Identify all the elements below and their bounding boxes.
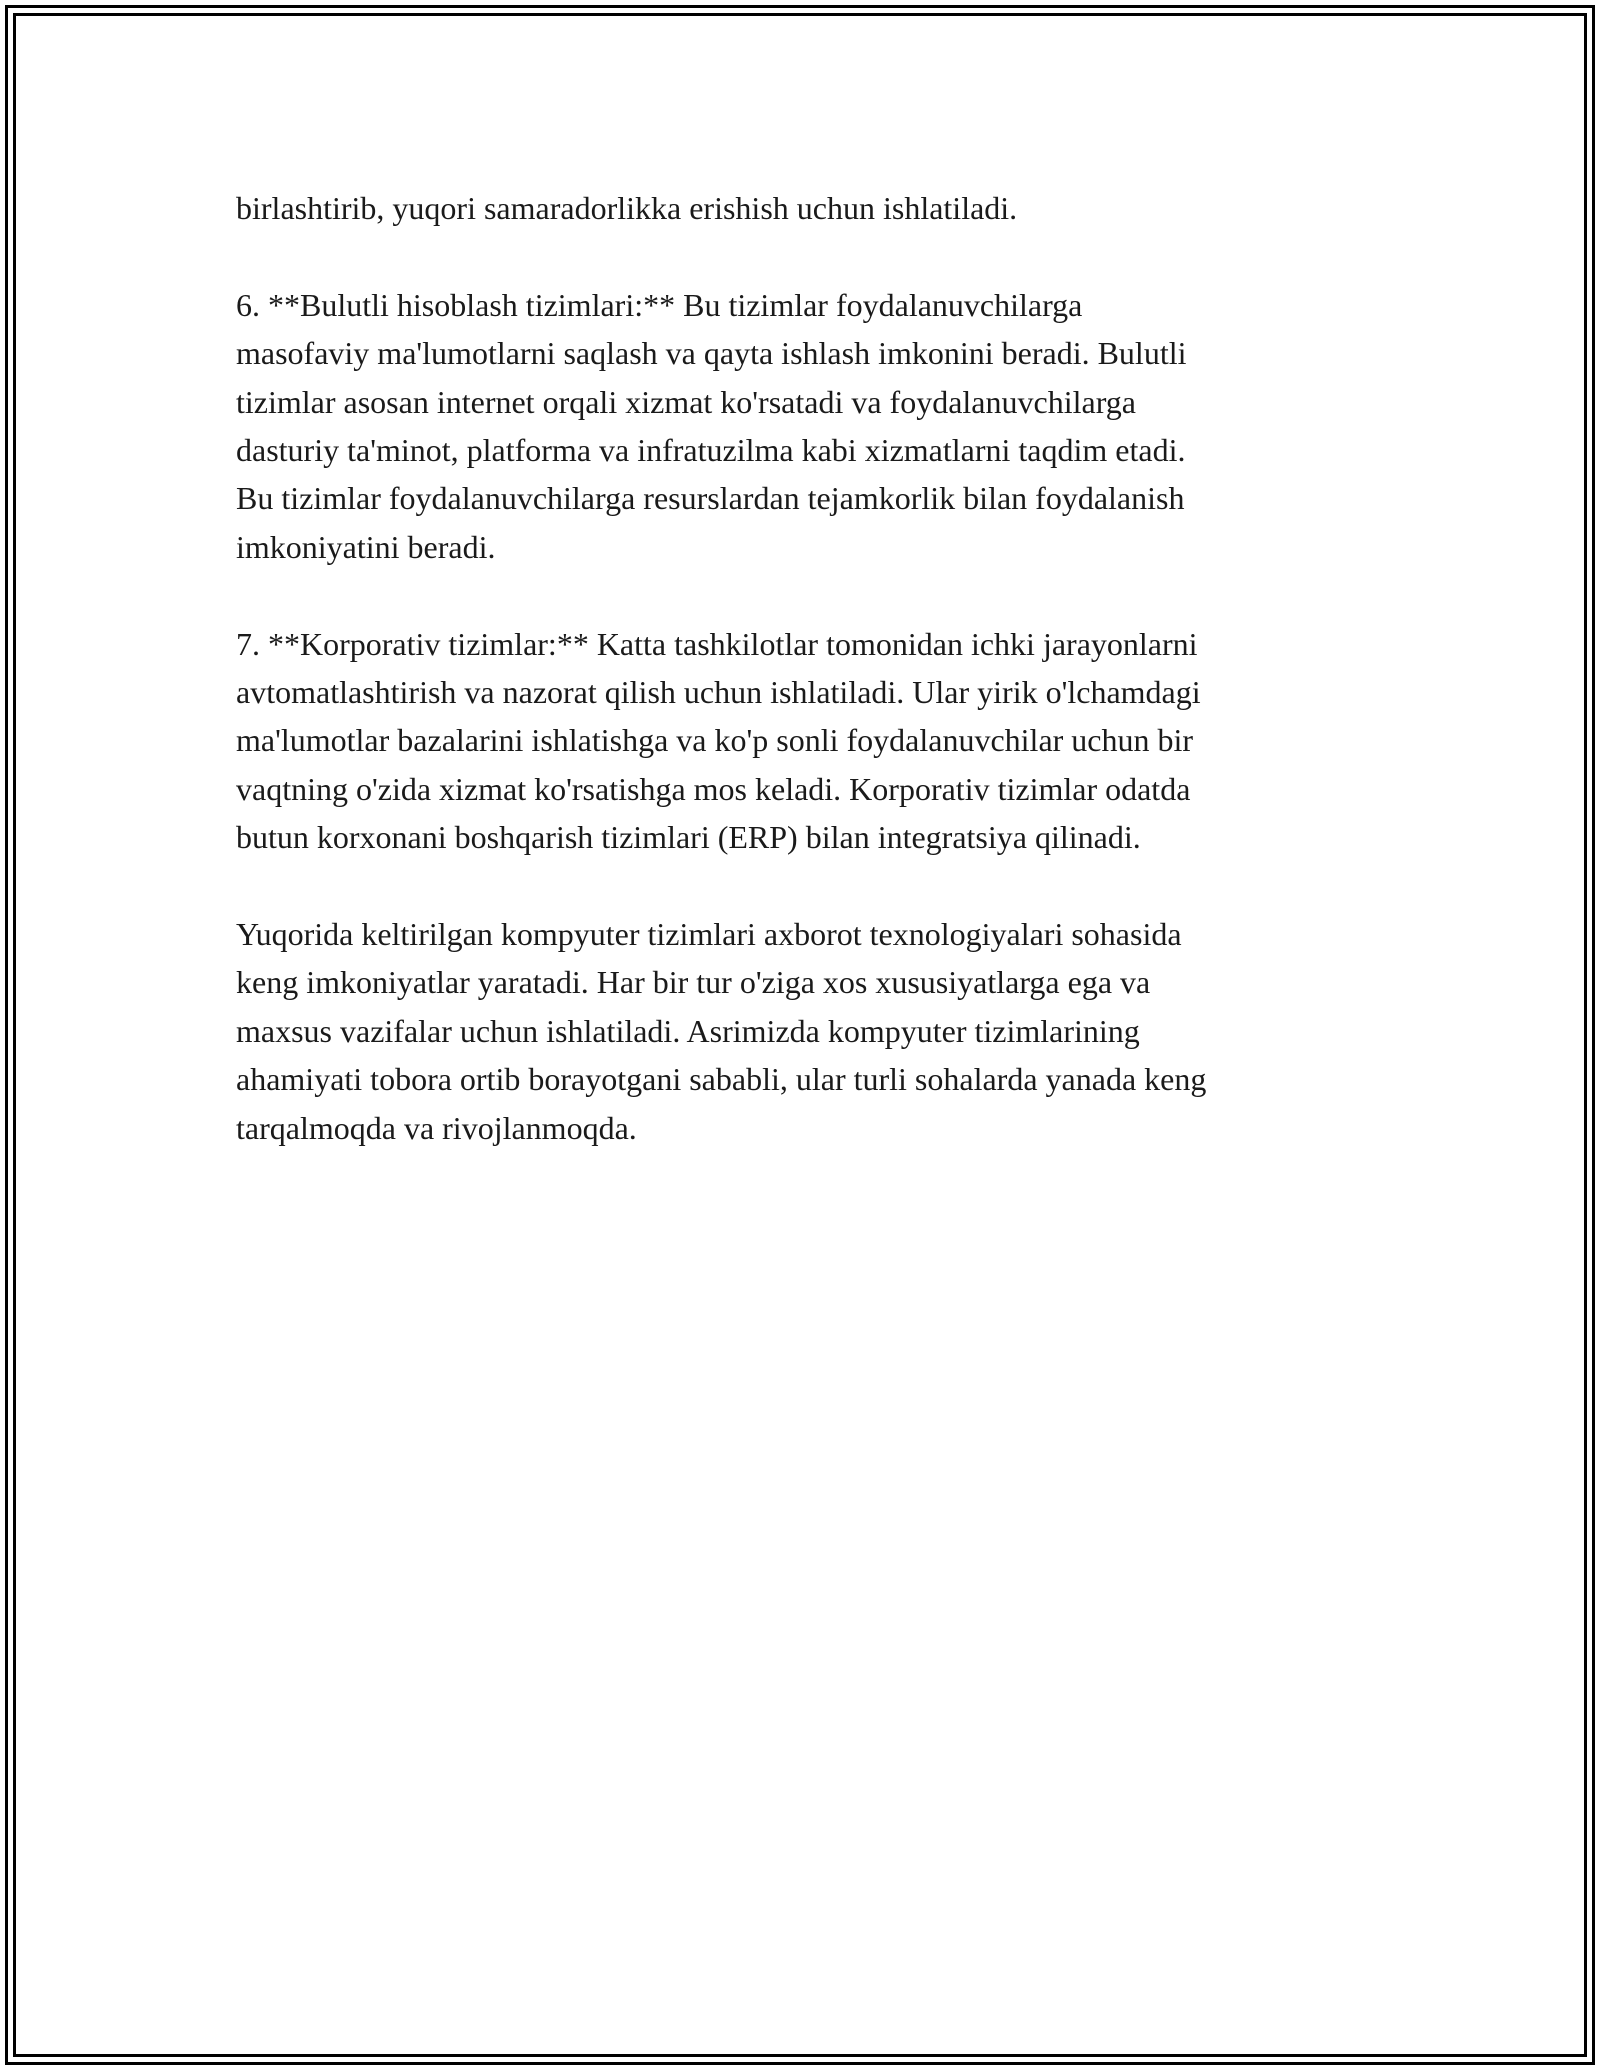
document-body bbox=[236, 184, 1366, 1200]
paragraph-cloud-systems: 6. **Bulutli hisoblash tizimlari:** Bu tizimlar foydalanuvchilarga masofaviy ma'lumotlarni saqlash va qayta ishlash imkonini beradi. Bulutli tizimlar asosan internet orqali xizmat ko'rsatadi va foydalanuvchilarga dasturiy ta'minot, platforma va infratuzilma kabi xizmatlarni taqdim etadi. Bu tizimlar foydalanuvchilarga resurslardan tejamkorlik bilan foydalanish imkoniyatini beradi. bbox=[236, 286, 1187, 565]
paragraph-corporate-systems: 7. **Korporativ tizimlar:** Katta tashkilotlar tomonidan ichki jarayonlarni avtomatlashtirish va nazorat qilish uchun ishlatiladi. Ular yirik o'lchamdagi ma'lumotlar bazalarini ishlatishga va ko'p sonli foydalanuvchilar uchun bir vaqtning o'zida xizmat ko'rsatishga mos keladi. Korporativ tizimlar odatda butun korxonani boshqarish tizimlari (ERP) bilan integratsiya qilinadi. bbox=[236, 625, 1201, 856]
paragraph-continuation: birlashtirib, yuqori samaradorlikka erishish uchun ishlatiladi. bbox=[236, 190, 1018, 226]
paragraph-conclusion: Yuqorida keltirilgan kompyuter tizimlari axborot texnologiyalari sohasida keng imkoniyatlar yaratadi. Har bir tur o'ziga xos xususiyatlarga ega va maxsus vazifalar uchun ishlatiladi. Asrimizda kompyuter tizimlarining ahamiyati tobora ortib borayotgani sababli, ular turli sohalarda yanada keng tarqalmoqda va rivojlanmoqda. bbox=[236, 916, 1207, 1146]
